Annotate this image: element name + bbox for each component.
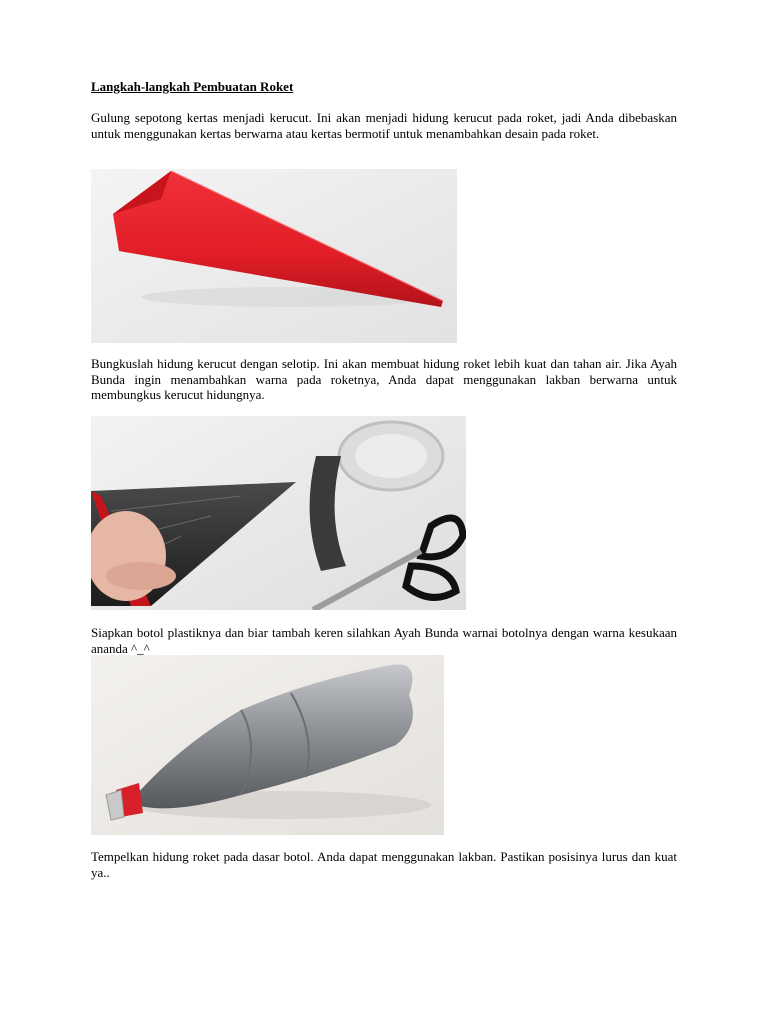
document-title: Langkah-langkah Pembuatan Roket xyxy=(91,79,294,94)
step-3-text: Siapkan botol plastiknya dan biar tambah keren silahkan Ayah Bunda warnai botolnya dengan warna kesukaan ananda ^_^ xyxy=(91,625,677,656)
taped-cone-photo xyxy=(91,416,466,610)
step-2-text: Bungkuslah hidung kerucut dengan selotip. Ini akan membuat hidung roket lebih kuat dan tahan air. Jika Ayah Bunda ingin menambahkan warna pada roketnya, Anda dapat menggunakan lakban berwarna untuk membungkus kerucut hidungnya. xyxy=(91,356,677,402)
step-1-text: Gulung sepotong kertas menjadi kerucut. Ini akan menjadi hidung kerucut pada roket, jadi Anda dibebaskan untuk menggunakan kertas berwarna atau kertas bermotif untuk menambahkan desain pada roket. xyxy=(91,110,677,141)
silver-bottle-photo xyxy=(91,655,444,835)
paper-cone-photo xyxy=(91,169,457,343)
step-4-text: Tempelkan hidung roket pada dasar botol. Anda dapat menggunakan lakban. Pastikan posisinya lurus dan kuat ya.. xyxy=(91,849,677,880)
